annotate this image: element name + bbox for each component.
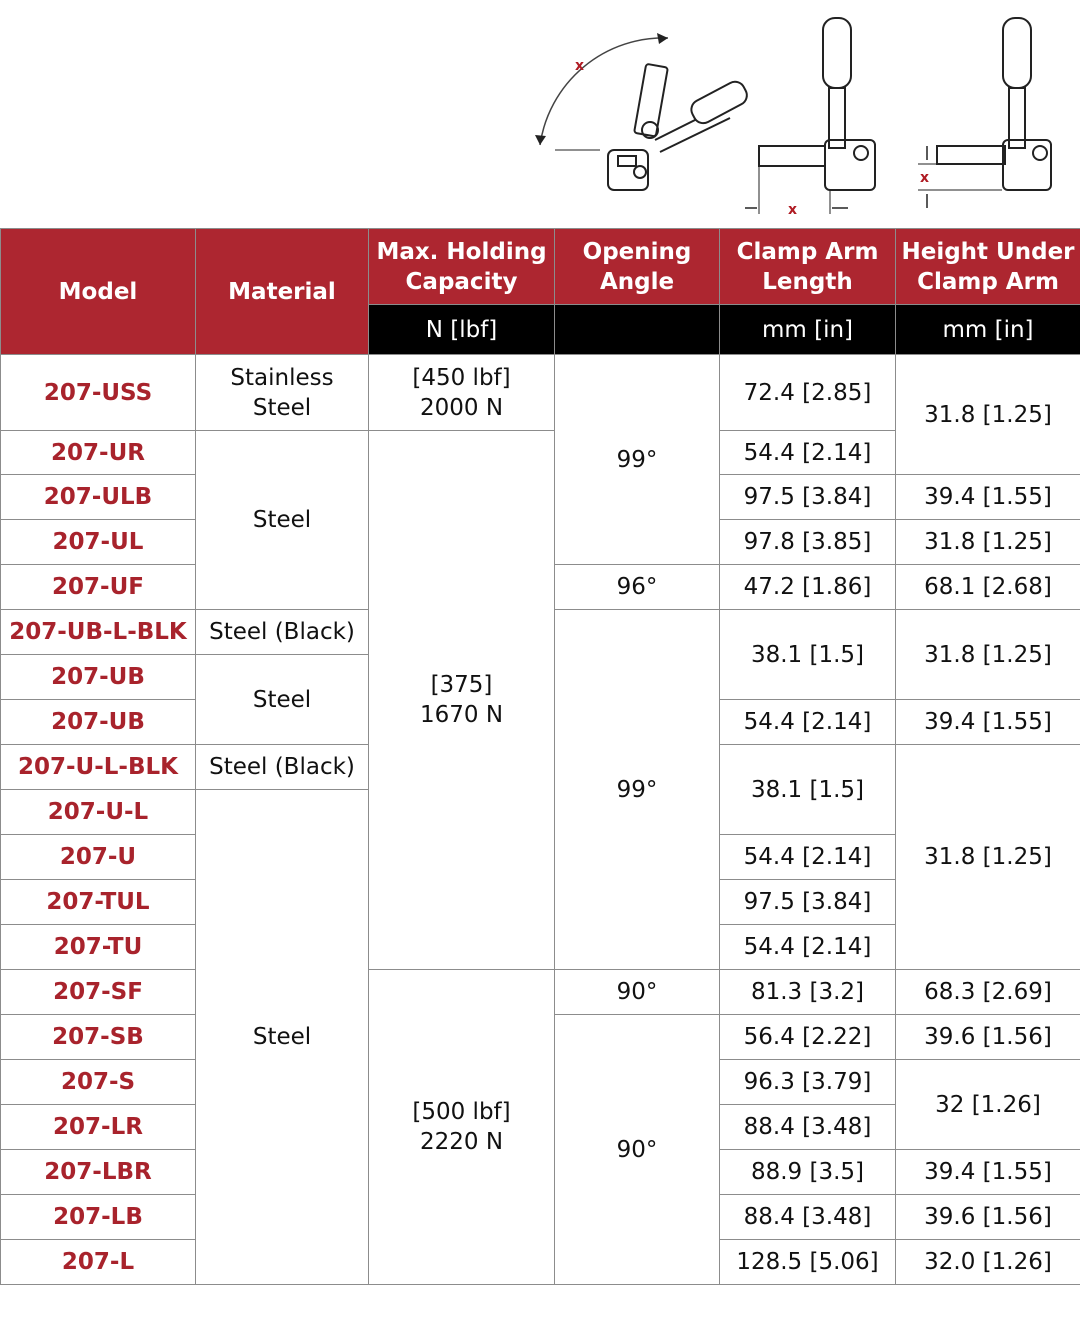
length-cell: 47.2 [1.86]: [720, 565, 896, 610]
length-cell: 88.9 [3.5]: [720, 1150, 896, 1195]
header-capacity: [369, 229, 555, 305]
height-cell: 32 [1.26]: [896, 1060, 1080, 1150]
model-cell: 207-S: [1, 1060, 196, 1105]
height-cell: 68.1 [2.68]: [896, 565, 1080, 610]
header-material: Material: [196, 229, 369, 355]
capacity-cell: [369, 431, 555, 970]
header-height-line2: Clamp Arm: [917, 268, 1059, 295]
height-x-label: x: [920, 170, 930, 186]
length-cell: 81.3 [3.2]: [720, 970, 896, 1015]
length-cell: 72.4 [2.85]: [720, 355, 896, 431]
material-line2: Steel: [252, 394, 312, 421]
length-cell: 38.1 [1.5]: [720, 745, 896, 835]
header-length-line1: Clamp Arm: [736, 238, 879, 265]
height-cell: 39.6 [1.56]: [896, 1015, 1080, 1060]
height-cell: 39.6 [1.56]: [896, 1195, 1080, 1240]
model-cell: 207-UB-L-BLK: [1, 610, 196, 655]
capacity-line2: 2000 N: [419, 394, 504, 421]
angle-cell: 90°: [555, 1015, 720, 1285]
header-angle: [555, 229, 720, 305]
table-row: [1, 355, 1080, 431]
model-cell: 207-LR: [1, 1105, 196, 1150]
length-cell: 96.3 [3.79]: [720, 1060, 896, 1105]
length-cell: 88.4 [3.48]: [720, 1195, 896, 1240]
material-cell: Steel (Black): [196, 610, 369, 655]
model-cell: 207-L: [1, 1240, 196, 1285]
capacity-line2: 1670 N: [419, 702, 504, 728]
material-cell: Steel: [196, 790, 369, 1285]
height-cell: 39.4 [1.55]: [896, 700, 1080, 745]
capacity-cell: [369, 970, 555, 1285]
height-cell: 32.0 [1.26]: [896, 1240, 1080, 1285]
header-angle-line2: Angle: [599, 268, 675, 295]
model-cell: 207-TUL: [1, 880, 196, 925]
header-model: Model: [1, 229, 196, 355]
length-x-label: x: [788, 202, 798, 218]
height-cell: 31.8 [1.25]: [896, 745, 1080, 970]
angle-cell: 90°: [555, 970, 720, 1015]
opening-angle-diagram: [535, 33, 750, 190]
height-cell: 31.8 [1.25]: [896, 610, 1080, 700]
length-cell: 56.4 [2.22]: [720, 1015, 896, 1060]
units-angle: [555, 305, 720, 355]
header-angle-line1: Opening: [582, 238, 692, 265]
clamp-diagrams: [0, 0, 1080, 228]
angle-cell: 99°: [555, 610, 720, 970]
model-cell: 207-U: [1, 835, 196, 880]
units-height: mm [in]: [896, 305, 1080, 355]
specification-table: [0, 228, 1080, 1285]
angle-cell: 96°: [555, 565, 720, 610]
header-length-line2: Length: [762, 268, 853, 295]
model-cell: 207-LBR: [1, 1150, 196, 1195]
model-cell: 207-UB: [1, 655, 196, 700]
model-cell: 207-SF: [1, 970, 196, 1015]
capacity-line1: [450 lbf]: [412, 364, 511, 391]
model-cell: 207-U-L-BLK: [1, 745, 196, 790]
capacity-line1: [500 lbf]: [412, 1099, 511, 1125]
length-cell: 128.5 [5.06]: [720, 1240, 896, 1285]
units-length: mm [in]: [720, 305, 896, 355]
material-cell: Steel: [196, 431, 369, 610]
model-cell: 207-SB: [1, 1015, 196, 1060]
capacity-line2: 2220 N: [419, 1129, 504, 1155]
height-cell: 68.3 [2.69]: [896, 970, 1080, 1015]
material-line1: Stainless: [230, 364, 334, 391]
material-cell: Steel (Black): [196, 745, 369, 790]
angle-cell: 99°: [555, 355, 720, 565]
model-cell: 207-LB: [1, 1195, 196, 1240]
height-cell: 31.8 [1.25]: [896, 355, 1080, 475]
height-cell: 39.4 [1.55]: [896, 475, 1080, 520]
header-row: [1, 229, 1080, 305]
header-height: [896, 229, 1080, 305]
header-length: [720, 229, 896, 305]
height-cell: 39.4 [1.55]: [896, 1150, 1080, 1195]
table-row: [1, 970, 1080, 1015]
length-cell: 54.4 [2.14]: [720, 925, 896, 970]
capacity-line1: [375]: [430, 672, 493, 698]
length-cell: 54.4 [2.14]: [720, 835, 896, 880]
length-cell: 97.8 [3.85]: [720, 520, 896, 565]
arm-length-diagram: [745, 18, 875, 218]
length-cell: 38.1 [1.5]: [720, 610, 896, 700]
model-cell: 207-U-L: [1, 790, 196, 835]
units-capacity: N [lbf]: [369, 305, 555, 355]
model-cell: 207-UF: [1, 565, 196, 610]
header-capacity-line1: Max. Holding: [376, 238, 547, 265]
model-cell: 207-USS: [1, 355, 196, 431]
height-under-arm-diagram: [918, 18, 1051, 208]
model-cell: 207-UR: [1, 431, 196, 475]
header-capacity-line2: Capacity: [405, 268, 518, 295]
model-cell: 207-UB: [1, 700, 196, 745]
material-cell: Steel: [196, 655, 369, 745]
model-cell: 207-UL: [1, 520, 196, 565]
length-cell: 54.4 [2.14]: [720, 431, 896, 475]
capacity-cell: [369, 355, 555, 431]
length-cell: 97.5 [3.84]: [720, 475, 896, 520]
header-height-line1: Height Under: [901, 238, 1075, 265]
length-cell: 88.4 [3.48]: [720, 1105, 896, 1150]
height-cell: 31.8 [1.25]: [896, 520, 1080, 565]
length-cell: 97.5 [3.84]: [720, 880, 896, 925]
length-cell: 54.4 [2.14]: [720, 700, 896, 745]
angle-x-label: x: [575, 58, 585, 74]
material-cell: [196, 355, 369, 431]
model-cell: 207-ULB: [1, 475, 196, 520]
model-cell: 207-TU: [1, 925, 196, 970]
